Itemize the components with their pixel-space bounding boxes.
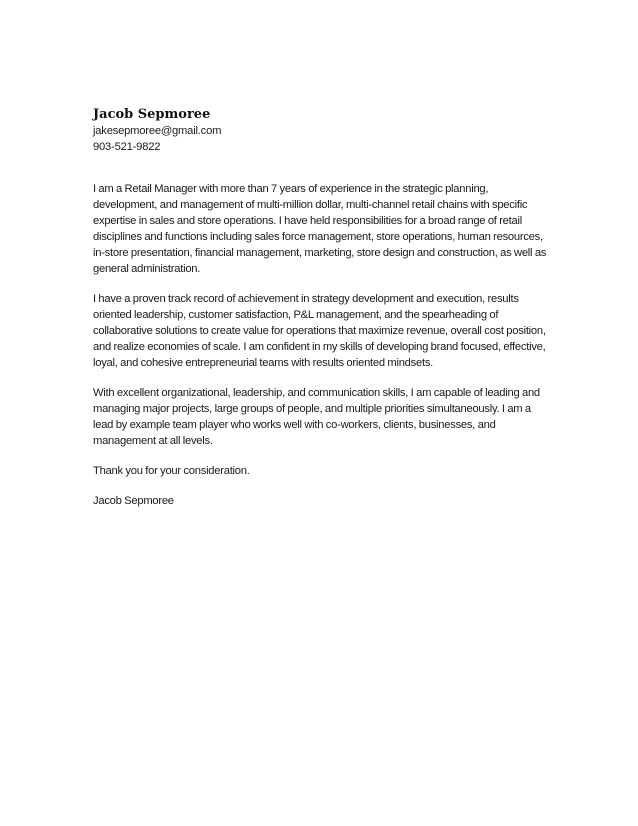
spacer	[93, 371, 563, 385]
paragraph-line: collaborative solutions to create value for operations that maximize revenue, overall cost position,	[93, 325, 546, 337]
paragraph-track-record	[93, 291, 563, 371]
paragraph-line: With excellent organizational, leadership, and communication skills, I am capable of leading and	[93, 387, 540, 399]
paragraph-line: disciplines and functions including sales force management, store operations, human resources,	[93, 231, 543, 243]
sender-email: jakesepmoree@gmail.com	[93, 125, 222, 137]
paragraph-line: management at all levels.	[93, 435, 213, 447]
paragraph-line: loyal, and cohesive entrepreneurial teams with results oriented mindsets.	[93, 357, 434, 369]
sender-name: Jacob Sepmoree	[93, 107, 211, 122]
paragraph-skills	[93, 385, 563, 449]
paragraph-closing	[93, 463, 563, 479]
signature: Jacob Sepmoree	[93, 495, 174, 507]
spacer	[93, 155, 563, 181]
paragraph-line: Thank you for your consideration.	[93, 465, 250, 477]
paragraph-line: development, and management of multi-million dollar, multi-channel retail chains with specific	[93, 199, 528, 211]
paragraph-line: I have a proven track record of achievement in strategy development and execution, results	[93, 293, 519, 305]
paragraph-line: managing major projects, large groups of people, and multiple priorities simultaneously. I am a	[93, 403, 531, 415]
spacer	[93, 479, 563, 493]
sender-phone: 903-521-9822	[93, 141, 161, 153]
paragraph-line: in-store presentation, financial management, marketing, store design and construction, as well as	[93, 247, 547, 259]
paragraph-line: and realize economies of scale. I am confident in my skills of developing brand focused, effective,	[93, 341, 546, 353]
paragraph-line: I am a Retail Manager with more than 7 years of experience in the strategic planning,	[93, 183, 489, 195]
spacer	[93, 449, 563, 463]
paragraph-line: oriented leadership, customer satisfaction, P&L management, and the spearheading of	[93, 309, 499, 321]
cover-letter	[93, 106, 563, 509]
paragraph-line: general administration.	[93, 263, 201, 275]
paragraph-line: expertise in sales and store operations. I have held responsibilities for a broad range of retail	[93, 215, 522, 227]
spacer	[93, 277, 563, 291]
paragraph-line: lead by example team player who works well with co-workers, clients, businesses, and	[93, 419, 496, 431]
paragraph-intro	[93, 181, 563, 277]
